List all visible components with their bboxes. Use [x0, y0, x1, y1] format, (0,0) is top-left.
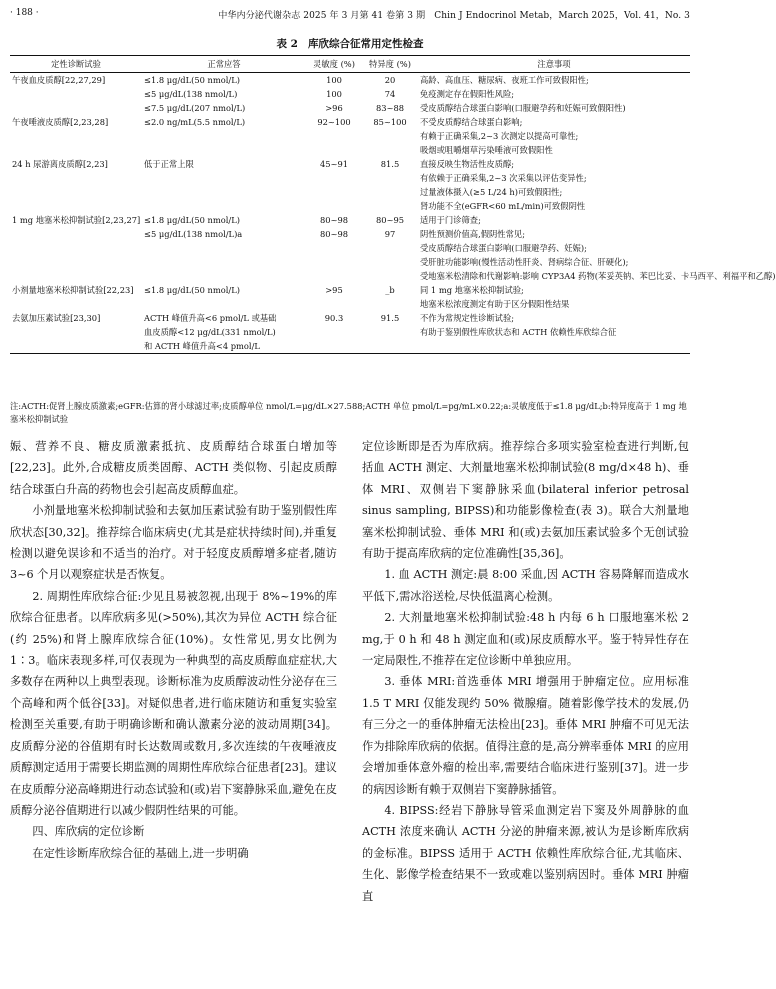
cell-normal-response: ≤1.8 μg/dL(50 nmol/L): [144, 215, 240, 225]
cell-notes: 受肝脏功能影响(慢性活动性肝炎、肾病综合征、肝硬化);: [420, 257, 629, 267]
cell-specificity: 97: [384, 229, 396, 239]
table-row: [10, 87, 690, 101]
table-row: [10, 185, 690, 199]
cell-sensitivity: 100: [326, 89, 342, 99]
table-row: [10, 73, 690, 88]
cell-specificity: [362, 297, 418, 311]
cell-normal-response: [142, 171, 306, 185]
table-footnote: 注:ACTH:促肾上腺皮质激素;eGFR:估算的肾小球滤过率;皮质醇单位 nmol/L=μg/dL×27.588;ACTH 单位 pmol/L=pg/mL×0.22;a:灵敏度低于≤1.8 μg/dL;b:特异度高于 1 mg 地塞米松抑制试验: [10, 401, 687, 424]
cell-test: [10, 269, 142, 283]
paragraph: 1. 血 ACTH 测定:晨 8:00 采血,因 ACTH 容易降解而造成水平低下,需冰浴送检,尽快低温离心检测。: [362, 568, 689, 603]
cell-normal-response: ≤7.5 μg/dL(207 nmol/L): [144, 103, 246, 113]
cell-notes: 受地塞米松清除和代谢影响:影响 CYP3A4 药物(苯妥英钠、苯巴比妥、卡马西平、利福平和乙醇): [420, 271, 776, 281]
cell-test: [10, 297, 142, 311]
table-row: [10, 129, 690, 143]
cell-notes: 高龄、高血压、糖尿病、夜班工作可致假阳性;: [420, 75, 589, 85]
cell-specificity: 85~100: [373, 117, 407, 127]
cell-notes: 免疫测定存在假阳性风险;: [420, 89, 515, 99]
cell-notes: 地塞米松浓度测定有助于区分假阳性结果: [420, 299, 570, 309]
cell-notes: 阴性预测价值高,假阴性常见;: [420, 229, 525, 239]
cell-specificity: 80~95: [375, 215, 405, 225]
cell-specificity: [362, 339, 418, 354]
header-test: 定性诊断试验: [10, 56, 142, 73]
table-row: [10, 143, 690, 157]
cell-sensitivity: 45~91: [319, 159, 349, 169]
cell-notes: 肾功能不全(eGFR<60 mL/min)可致假阴性: [420, 201, 586, 211]
cell-specificity: [362, 185, 418, 199]
cell-notes: 有赖于正确采集,2~3 次测定以提高可靠性;: [420, 131, 579, 141]
cell-specificity: [362, 325, 418, 339]
cell-sensitivity: 100: [326, 75, 342, 85]
cell-normal-response: ≤2.0 ng/mL(5.5 nmol/L): [144, 117, 246, 127]
cell-sensitivity: 90.3: [324, 313, 344, 323]
cell-test: 1 mg 地塞米松抑制试验[2,23,27]: [12, 215, 141, 225]
cell-notes: 同 1 mg 地塞米松抑制试验;: [420, 285, 524, 295]
cell-specificity: 20: [384, 75, 396, 85]
cell-sensitivity: [306, 269, 362, 283]
cell-normal-response: ACTH 峰值升高<6 pmol/L 或基础: [144, 313, 277, 323]
cell-test: [10, 255, 142, 269]
cell-sensitivity: [306, 325, 362, 339]
cell-test: [10, 101, 142, 115]
cell-notes: 吸烟或咀嚼烟草污染唾液可致假阳性: [420, 145, 553, 155]
cell-sensitivity: [306, 143, 362, 157]
cell-test: [10, 227, 142, 241]
cell-normal-response: 血皮质醇<12 μg/dL(331 nmol/L): [144, 327, 276, 337]
table-row: [10, 269, 690, 283]
cell-sensitivity: [306, 339, 362, 354]
table-title: 库欣综合征常用定性检查: [307, 38, 424, 50]
cell-sensitivity: >96: [325, 103, 343, 113]
page-number: · 188 ·: [10, 8, 39, 18]
paragraph: 小剂量地塞米松抑制试验和去氨加压素试验有助于鉴别假性库欣状态[30,32]。推荐综合临床病史(尤其是症状持续时间),并重复检测以避免误诊和不适当的治疗。对于轻度皮质醇增多症者,随访 3~6 个月以观察症状是否恢复。: [10, 504, 337, 582]
paragraph: 娠、营养不良、糖皮质激素抵抗、皮质醇结合球蛋白增加等[22,23]。此外,合成糖皮质类固醇、ACTH 类似物、引起皮质醇结合球蛋白升高的药物也会引起高皮质醇血症。: [10, 440, 337, 496]
journal-citation: 中华内分泌代谢杂志 2025 年 3 月第 41 卷第 3 期 Chin J Endocrinol Metab，March 2025，Vol. 41，No. 3: [218, 11, 690, 21]
table-label: 表 2: [276, 38, 298, 50]
cell-normal-response: [142, 269, 306, 283]
cell-normal-response: [142, 241, 306, 255]
table-caption: [0, 36, 700, 51]
cell-notes: 不作为常规定性诊断试验;: [420, 313, 515, 323]
cell-test: 小剂量地塞米松抑制试验[22,23]: [12, 285, 134, 295]
table-row: [10, 255, 690, 269]
cell-sensitivity: [306, 129, 362, 143]
right-text-column: [362, 436, 689, 907]
cell-sensitivity: [306, 199, 362, 213]
table-row: [10, 227, 690, 241]
left-text-column: [10, 436, 337, 864]
cell-sensitivity: [306, 185, 362, 199]
paragraph: 在定性诊断库欣综合征的基础上,进一步明确: [32, 846, 249, 860]
cell-normal-response: [142, 185, 306, 199]
header-notes: 注意事项: [418, 56, 690, 73]
running-head: [10, 8, 690, 22]
cell-test: [10, 129, 142, 143]
table-row: [10, 339, 690, 354]
cell-sensitivity: [306, 171, 362, 185]
cell-notes: 适用于门诊筛查;: [420, 215, 481, 225]
cell-test: [10, 241, 142, 255]
table-row: [10, 241, 690, 255]
table-row: [10, 115, 690, 129]
cell-test: [10, 87, 142, 101]
cell-specificity: 74: [384, 89, 396, 99]
header-sensitivity: 灵敏度 (%): [306, 56, 362, 73]
cell-normal-response: [142, 255, 306, 269]
cell-specificity: [362, 143, 418, 157]
cell-normal-response: ≤5 μg/dL(138 nmol/L)a: [144, 229, 243, 239]
cell-test: [10, 171, 142, 185]
paragraph: 3. 垂体 MRI:首选垂体 MRI 增强用于肿瘤定位。应用标准 1.5 T MRI 仅能发现约 50% 微腺瘤。随着影像学技术的发展,仍有三分之一的垂体肿瘤无法检出[23]。垂体 MRI 肿瘤不可见无法作为排除库欣病的依据。值得注意的是,高分辨率垂体 MRI 的应用会增加垂体意外瘤的检出率,需要结合临床进行鉴别[37]。进一步的病因诊断有赖于双侧岩下窦静脉插管。: [362, 675, 689, 796]
cell-test: [10, 199, 142, 213]
cell-normal-response: ≤1.8 μg/dL(50 nmol/L): [144, 75, 240, 85]
cell-test: 24 h 尿游离皮质醇[2,23]: [12, 159, 108, 169]
cell-test: [10, 339, 142, 354]
cell-specificity: 91.5: [380, 313, 400, 323]
table-row: [10, 157, 690, 171]
table-row: [10, 283, 690, 297]
table-row: [10, 311, 690, 325]
cell-notes: 有依赖于正确采集,2~3 次采集以评估变异性;: [420, 173, 587, 183]
cell-test: 午夜血皮质醇[22,27,29]: [12, 75, 106, 85]
cell-sensitivity: [306, 297, 362, 311]
cell-notes: 过量液体摄入(≥5 L/24 h)可致假阳性;: [420, 187, 563, 197]
paragraph: 4. BIPSS:经岩下静脉导管采血测定岩下窦及外周静脉的血 ACTH 浓度来确认 ACTH 分泌的肿瘤来源,被认为是诊断库欣病的金标准。BIPSS 适用于 ACTH 依赖性库欣综合征,尤其临床、生化、影像学检查结果不一致或难以鉴别病因时。垂体 MRI 肿瘤直: [362, 803, 689, 903]
cell-notes: 有助于鉴别假性库欣状态和 ACTH 依赖性库欣综合征: [420, 327, 617, 337]
cell-notes: 受皮质醇结合球蛋白影响(口服避孕药、妊娠);: [420, 243, 587, 253]
cell-specificity: [362, 171, 418, 185]
table-row: [10, 213, 690, 227]
table-row: [10, 101, 690, 115]
cell-normal-response: 低于正常上限: [144, 159, 194, 169]
table-row: [10, 325, 690, 339]
paragraph: 定位诊断即是否为库欣病。推荐综合多项实验室检查进行判断,包括血 ACTH 测定、大剂量地塞米松抑制试验(8 mg/d×48 h)、垂体 MRI、双侧岩下窦静脉采血(bilateral inferior petrosal sinus sampling, BIPSS)和功能影像检查(表 3)。联合大剂量地塞米松抑制试验、垂体 MRI 和(或)去氨加压素试验多个无创试验有助于提高库欣病的定位准确性[35,36]。: [362, 440, 689, 561]
cell-specificity: [362, 255, 418, 269]
cell-sensitivity: 80~98: [319, 229, 349, 239]
cell-notes: 受皮质醇结合球蛋白影响(口服避孕药和妊娠可致假阳性): [420, 103, 626, 113]
cell-sensitivity: 80~98: [319, 215, 349, 225]
cell-normal-response: [142, 129, 306, 143]
qualitative-tests-table: [10, 55, 776, 354]
cell-specificity: [362, 199, 418, 213]
cell-specificity: [362, 241, 418, 255]
cell-normal-response: [142, 143, 306, 157]
cell-specificity: 83~88: [375, 103, 405, 113]
cell-test: [10, 325, 142, 339]
cell-normal-response: [142, 297, 306, 311]
table-row: [10, 199, 690, 213]
cell-sensitivity: [306, 241, 362, 255]
cell-normal-response: [142, 199, 306, 213]
cell-sensitivity: [306, 255, 362, 269]
cell-test: [10, 143, 142, 157]
cell-specificity: 81.5: [380, 159, 400, 169]
cell-normal-response: ≤1.8 μg/dL(50 nmol/L): [144, 285, 240, 295]
cell-sensitivity: 92~100: [317, 117, 351, 127]
paragraph: 2. 周期性库欣综合征:少见且易被忽视,出现于 8%~19%的库欣综合征患者。以库欣病多见(>50%),其次为异位 ACTH 综合征(约 25%)和肾上腺库欣综合征(10%)。女性常见,男女比例为 1∶3。临床表现多样,可仅表现为一种典型的高皮质醇血症症状,大多数存在两种以上典型表现。诊断标准为皮质醇波动性分泌存在三个高峰和两个低谷[33]。对疑似患者,进行临床随访和重复实验室检测至关重要,有助于明确诊断和确认激素分泌的波动周期[34]。皮质醇分泌的谷值期有时长达数周或数月,多次连续的午夜唾液皮质醇测定适用于需要长期监测的周期性库欣综合征患者[23]。建议在皮质醇分泌高峰期进行动态试验和(或)岩下窦静脉采血,避免在皮质醇分泌谷值期进行以减少假阴性结果的可能。: [10, 589, 337, 817]
cell-specificity: [362, 129, 418, 143]
cell-specificity: [362, 269, 418, 283]
cell-test: [10, 185, 142, 199]
cell-normal-response: ≤5 μg/dL(138 nmol/L): [144, 89, 238, 99]
header-specificity: 特异度 (%): [362, 56, 418, 73]
table-header-row: [10, 56, 690, 73]
paragraph: 2. 大剂量地塞米松抑制试验:48 h 内每 6 h 口服地塞米松 2 mg,于 0 h 和 48 h 测定血和(或)尿皮质醇水平。鉴于特异性存在一定局限性,不推荐在定位诊断中单独应用。: [362, 611, 689, 668]
cell-test: 午夜唾液皮质醇[2,23,28]: [12, 117, 109, 127]
cell-notes: 直接反映生物活性皮质醇;: [420, 159, 515, 169]
cell-notes: 不受皮质醇结合球蛋白影响;: [420, 117, 523, 127]
cell-normal-response: 和 ACTH 峰值升高<4 pmol/L: [142, 339, 306, 354]
header-normal-response: 正常应答: [142, 56, 306, 73]
cell-specificity: _b: [385, 285, 395, 295]
table-row: [10, 171, 690, 185]
paragraph: 四、库欣病的定位诊断: [32, 825, 145, 839]
table-row: [10, 297, 690, 311]
cell-sensitivity: >95: [325, 285, 343, 295]
cell-notes: [418, 339, 690, 354]
cell-test: 去氨加压素试验[23,30]: [12, 313, 101, 323]
